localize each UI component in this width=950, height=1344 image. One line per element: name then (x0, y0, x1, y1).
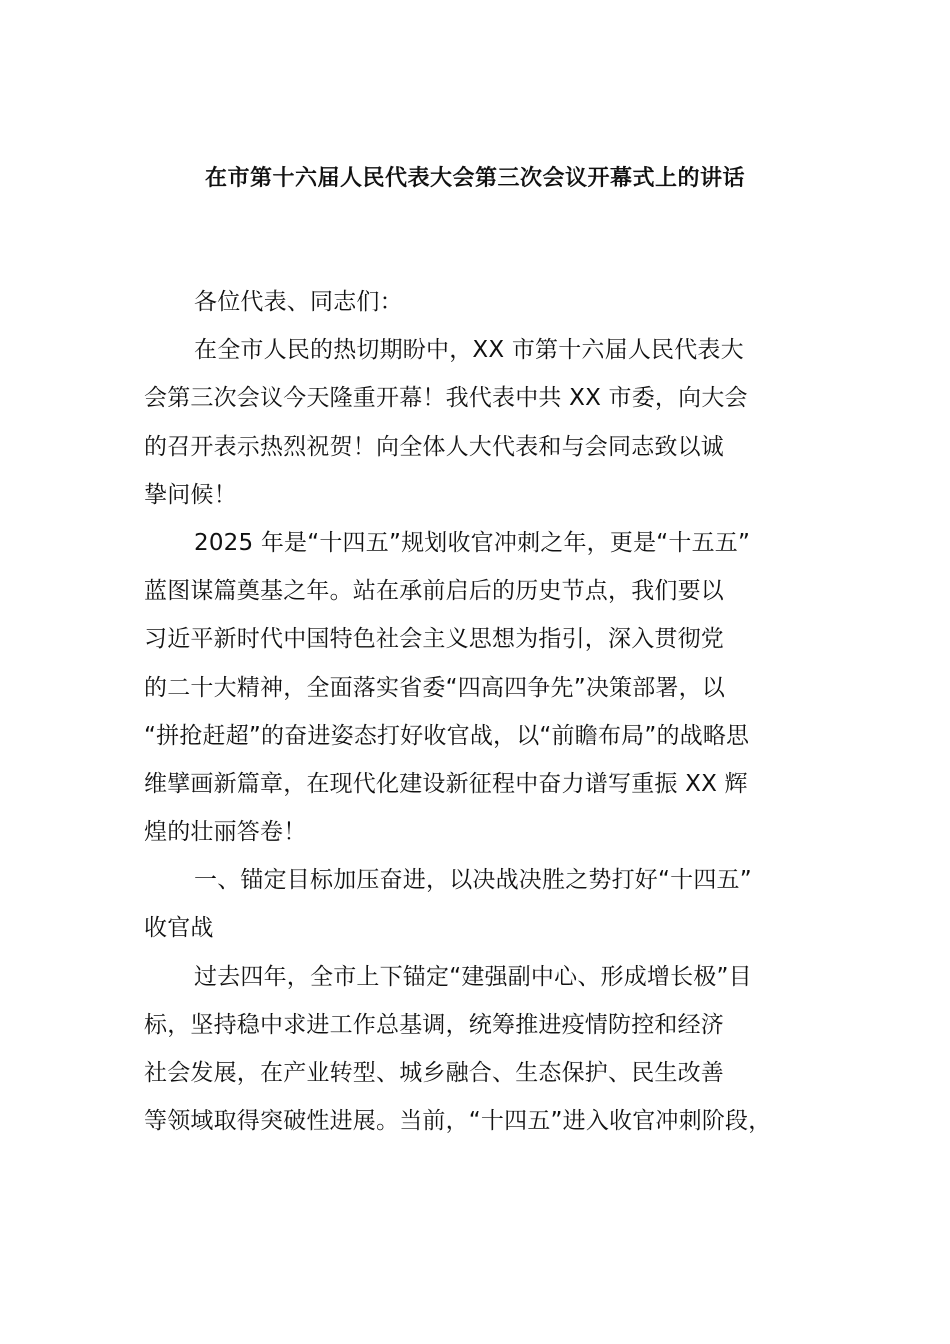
paragraph-line: 2025 年是“十四五”规划收官冲刺之年，更是“十五五” (194, 529, 751, 556)
paragraph-line: 在全市人民的热切期盼中，XX 市第十六届人民代表大 (194, 337, 744, 364)
paragraph-line: 过去四年，全市上下锚定“建强副中心、形成增长极”目 (194, 963, 752, 990)
paragraph-line: 等领域取得突破性进展。当前，“十四五”进入收官冲刺阶段， (144, 1108, 772, 1135)
paragraph-line: 的二十大精神，全面落实省委“四高四争先”决策部署，以 (144, 674, 726, 701)
document-title: 在市第十六届人民代表大会第三次会议开幕式上的讲话 (204, 166, 745, 191)
paragraph-line: 习近平新时代中国特色社会主义思想为指引，深入贯彻党 (144, 626, 724, 653)
paragraph-line: 会第三次会议今天隆重开幕！我代表中共 XX 市委，向大会 (144, 385, 748, 412)
salutation: 各位代表、同志们： (194, 289, 403, 315)
document-body (144, 282, 844, 1149)
paragraph-line: 维擘画新篇章，在现代化建设新征程中奋力谱写重振 XX 辉 (144, 770, 748, 797)
section-heading-line: 一、锚定目标加压奋进，以决战决胜之势打好“十四五” (194, 867, 752, 894)
paragraph-line: 标，坚持稳中求进工作总基调，统筹推进疫情防控和经济 (144, 1011, 724, 1038)
paragraph-line: “拼抢赶超”的奋进姿态打好收官战，以“前瞻布局”的战略思 (144, 722, 750, 749)
paragraph-line: 的召开表示热烈祝贺！向全体人大代表和与会同志致以诚 (144, 433, 724, 460)
paragraph-line: 煌的壮丽答卷！ (144, 819, 307, 846)
paragraph-line: 挚问候！ (144, 481, 237, 508)
paragraph-line: 蓝图谋篇奠基之年。站在承前启后的历史节点，我们要以 (144, 578, 724, 605)
section-heading-line: 收官战 (144, 915, 214, 942)
paragraph-line: 社会发展，在产业转型、城乡融合、生态保护、民生改善 (144, 1060, 724, 1086)
